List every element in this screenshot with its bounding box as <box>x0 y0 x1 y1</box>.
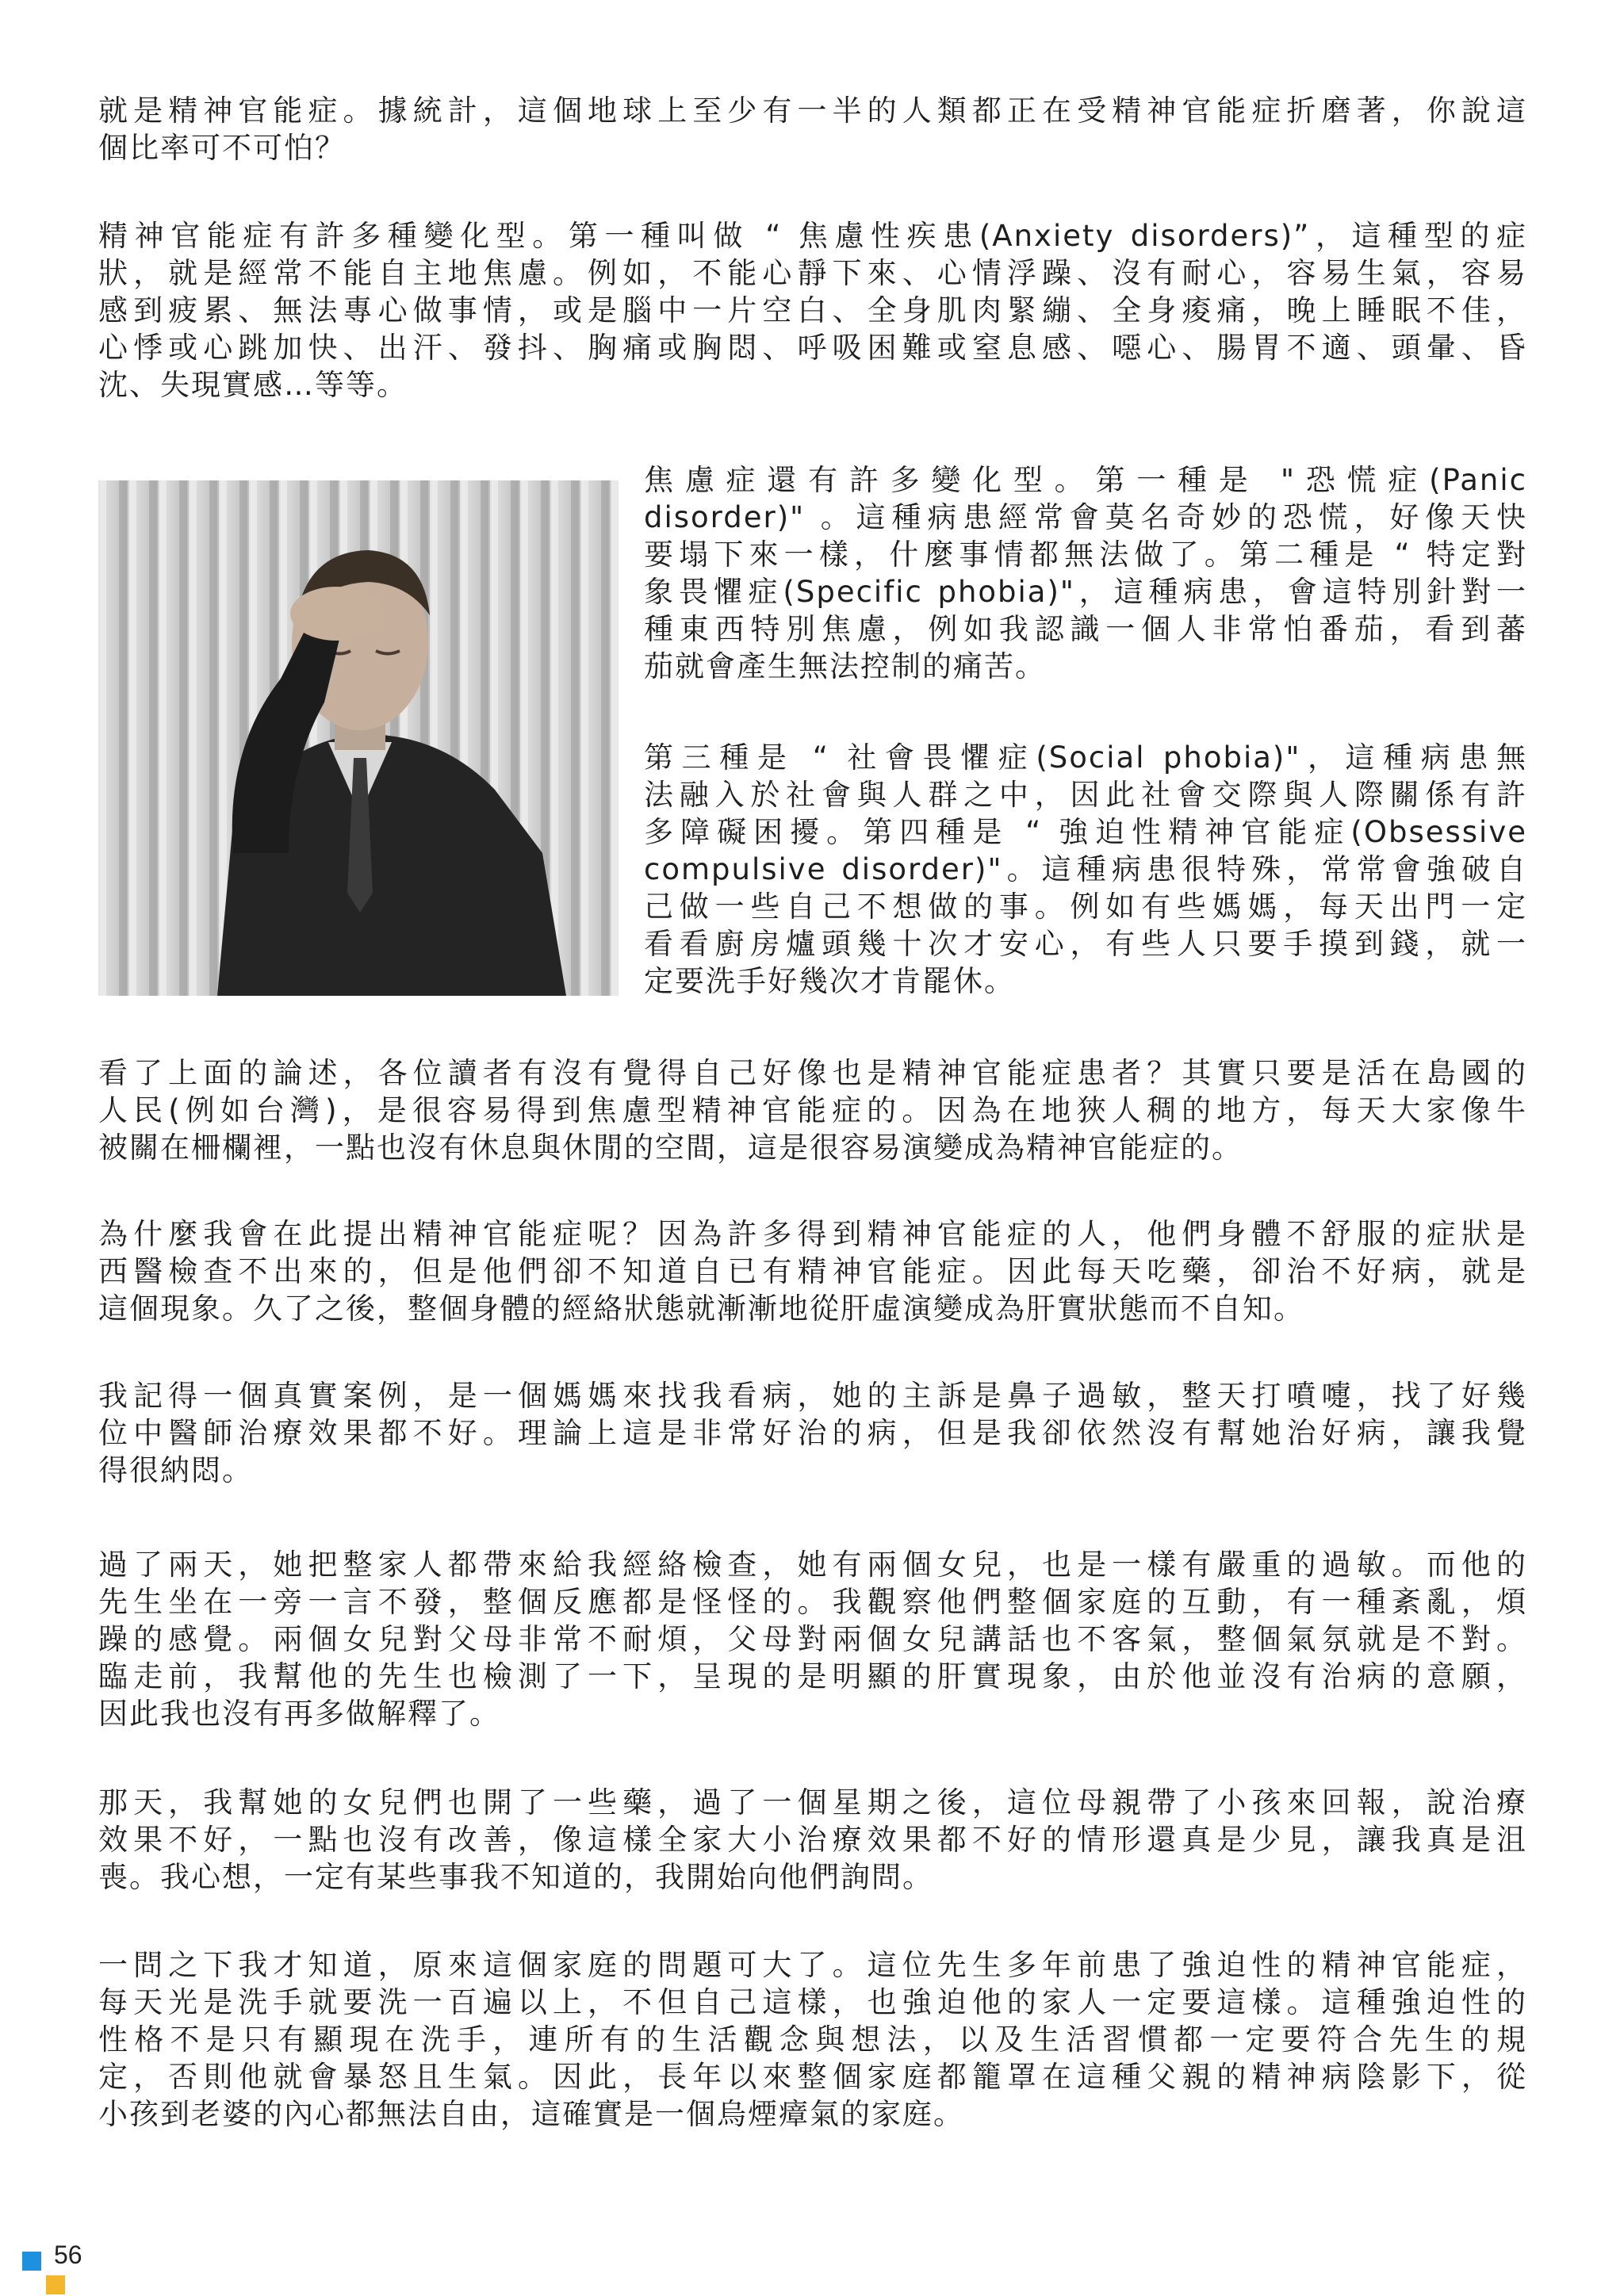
text-line: 得很納悶。 <box>98 1453 253 1487</box>
text-line: 精神官能症有許多種變化型。第一種叫做 “ 焦慮性疾患(Anxiety disorders)”，這種型的症 <box>98 219 1527 253</box>
text-line: 每天光是洗手就要洗一百遍以上，不但自己這樣，也強迫他的家人一定要這樣。這種強迫性的 <box>98 1985 1527 2019</box>
paragraph-7 <box>98 1377 1527 1489</box>
text-line: 就是精神官能症。據統計，這個地球上至少有一半的人類都正在受精神官能症折磨著，你說這 <box>98 94 1527 128</box>
text-line: 定，否則他就會暴怒且生氣。因此，長年以來整個家庭都籠罩在這種父親的精神病陰影下，從 <box>98 2060 1527 2094</box>
text-line: 小孩到老婆的內心都無法自由，這確實是一個烏煙瘴氣的家庭。 <box>98 2097 964 2131</box>
text-line: 個比率可不可怕？ <box>98 131 346 165</box>
text-line: 過了兩天，她把整家人都帶來給我經絡檢查，她有兩個女兒，也是一樣有嚴重的過敏。而他的 <box>98 1548 1527 1582</box>
text-line: 臨走前，我幫他的先生也檢測了一下，呈現的是明顯的肝實現象，由於他並沒有治病的意願， <box>98 1659 1527 1693</box>
paragraph-5 <box>98 1054 1527 1166</box>
text-line: 法融入於社會與人群之中，因此社會交際與人際關係有許 <box>644 778 1527 812</box>
paragraph-3 <box>644 461 1527 685</box>
text-line: 因此我也沒有再多做解釋了。 <box>98 1697 500 1731</box>
text-line: 我記得一個真實案例，是一個媽媽來找我看病，她的主訴是鼻子過敏，整天打噴嚏，找了好幾 <box>98 1379 1527 1413</box>
text-line: 感到疲累、無法專心做事情，或是腦中一片空白、全身肌肉緊繃、全身痠痛，晚上睡眠不佳， <box>98 293 1527 327</box>
text-line: 種東西特別焦慮，例如我認識一個人非常怕番茄，看到蕃 <box>644 612 1527 646</box>
text-line: 看了上面的論述，各位讀者有沒有覺得自己好像也是精神官能症患者？其實只要是活在島國的 <box>98 1056 1527 1090</box>
text-line: 心悸或心跳加快、出汗、發抖、胸痛或胸悶、呼吸困難或窒息感、噁心、腸胃不適、頭暈、昏 <box>98 331 1527 365</box>
paragraph-2 <box>98 217 1527 404</box>
paragraph-9 <box>98 1784 1527 1896</box>
paragraph-4 <box>644 739 1527 1000</box>
text-line: 己做一些自己不想做的事。例如有些媽媽，每天出門一定 <box>644 890 1527 924</box>
page-number: 56 <box>54 2241 82 2269</box>
text-line: 人民(例如台灣)，是很容易得到焦慮型精神官能症的。因為在地狹人稠的地方，每天大家像牛 <box>98 1093 1527 1127</box>
text-line: disorder)" 。這種病患經常會莫名奇妙的恐慌，好像天快 <box>644 500 1527 534</box>
paragraph-6 <box>98 1215 1527 1327</box>
text-line: 要塌下來一樣，什麼事情都無法做了。第二種是 “ 特定對 <box>644 538 1527 572</box>
text-line: 焦慮症還有許多變化型。第一種是 "恐慌症(Panic <box>644 463 1527 497</box>
text-line: 茄就會產生無法控制的痛苦。 <box>644 649 1046 683</box>
text-line: 多障礙困擾。第四種是 “ 強迫性精神官能症(Obsessive <box>644 815 1527 849</box>
text-line: 看看廚房爐頭幾十次才安心，有些人只要手摸到錢，就一 <box>644 927 1527 961</box>
text-line: 為什麼我會在此提出精神官能症呢？因為許多得到精神官能症的人，他們身體不舒服的症狀是 <box>98 1217 1527 1251</box>
man-with-headache-photo <box>98 480 619 996</box>
text-line: compulsive disorder)"。這種病患很特殊，常常會強破自 <box>644 852 1527 886</box>
yellow-square-icon <box>46 2275 65 2294</box>
paragraph-10 <box>98 1946 1527 2133</box>
text-line: 先生坐在一旁一言不發，整個反應都是怪怪的。我觀察他們整個家庭的互動，有一種紊亂，煩 <box>98 1585 1527 1619</box>
paragraph-1 <box>98 92 1527 166</box>
text-line: 被關在柵欄裡，一點也沒有休息與休閒的空間，這是很容易演變成為精神官能症的。 <box>98 1131 1243 1165</box>
text-line: 位中醫師治療效果都不好。理論上這是非常好治的病，但是我卻依然沒有幫她治好病，讓我覺 <box>98 1416 1527 1450</box>
paragraph-8 <box>98 1546 1527 1732</box>
text-line: 那天，我幫她的女兒們也開了一些藥，過了一個星期之後，這位母親帶了小孩來回報，說治療 <box>98 1785 1527 1820</box>
text-line: 這個現象。久了之後，整個身體的經絡狀態就漸漸地從肝虛演變成為肝實狀態而不自知。 <box>98 1292 1304 1326</box>
text-line: 象畏懼症(Specific phobia)"，這種病患，會這特別針對一 <box>644 575 1527 609</box>
text-line: 性格不是只有顯現在洗手，連所有的生活觀念與想法，以及生活習慣都一定要符合先生的規 <box>98 2022 1527 2057</box>
blue-square-icon <box>22 2252 41 2271</box>
text-line: 躁的感覺。兩個女兒對父母非常不耐煩，父母對兩個女兒講話也不客氣，整個氣氛就是不對。 <box>98 1622 1527 1656</box>
text-line: 效果不好，一點也沒有改善，像這樣全家大小治療效果都不好的情形還真是少見，讓我真是沮 <box>98 1823 1527 1857</box>
text-line: 西醫檢查不出來的，但是他們卻不知道自已有精神官能症。因此每天吃藥，卻治不好病，就是 <box>98 1254 1527 1288</box>
text-line: 狀，就是經常不能自主地焦慮。例如，不能心靜下來、心情浮躁、沒有耐心，容易生氣，容易 <box>98 256 1527 290</box>
text-line: 定要洗手好幾次才肯罷休。 <box>644 964 1015 998</box>
text-line: 第三種是 “ 社會畏懼症(Social phobia)"，這種病患無 <box>644 740 1527 775</box>
text-line: 喪。我心想，一定有某些事我不知道的，我開始向他們詢問。 <box>98 1860 933 1894</box>
text-line: 一問之下我才知道，原來這個家庭的問題可大了。這位先生多年前患了強迫性的精神官能症， <box>98 1948 1527 1982</box>
text-line: 沈、失現實感…等等。 <box>98 368 408 402</box>
